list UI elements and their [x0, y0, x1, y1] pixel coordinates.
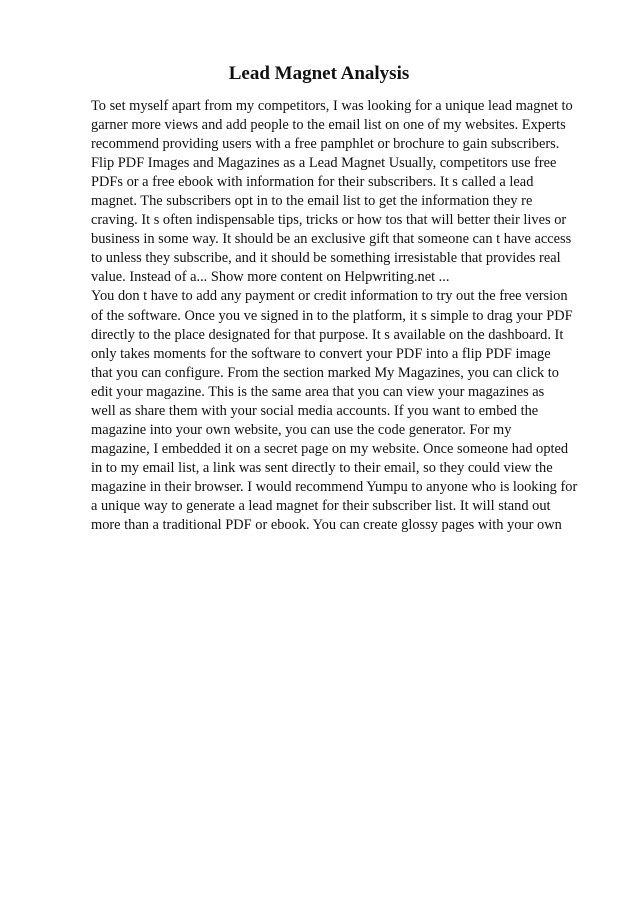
body-line: of the software. Once you ve signed in to the platform, it s simple to drag your PDF: [91, 307, 573, 324]
body-line: to unless they subscribe, and it should be something irresistable that provides real: [91, 250, 561, 267]
body-line: PDFs or a free ebook with information for their subscribers. It s called a lead: [91, 174, 534, 191]
body-line: garner more views and add people to the email list on one of my websites. Experts: [91, 117, 566, 134]
body-line: more than a traditional PDF or ebook. You can create glossy pages with your own: [91, 517, 562, 534]
body-line: edit your magazine. This is the same area that you can view your magazines as: [91, 383, 545, 400]
body-line: a unique way to generate a lead magnet for their subscriber list. It will stand out: [91, 497, 551, 514]
body-line: magnet. The subscribers opt in to the email list to get the information they re: [91, 193, 533, 210]
body-line: To set myself apart from my competitors, I was looking for a unique lead magnet to: [91, 98, 573, 114]
body-line: value. Instead of a... Show more content on Helpwriting.net ...: [91, 269, 450, 286]
body-line: that you can configure. From the section marked My Magazines, you can click to: [91, 364, 559, 381]
body-line: magazine in their browser. I would recommend Yumpu to anyone who is looking for: [91, 478, 578, 495]
body-line: Flip PDF Images and Magazines as a Lead Magnet Usually, competitors use free: [91, 155, 557, 172]
document-title: Lead Magnet Analysis: [228, 63, 410, 84]
body-line: business in some way. It should be an exclusive gift that someone can t have access: [91, 231, 572, 248]
body-line: magazine, I embedded it on a secret page on my website. Once someone had opted: [91, 440, 569, 457]
body-line: well as share them with your social media accounts. If you want to embed the: [91, 402, 539, 419]
body-line: only takes moments for the software to convert your PDF into a flip PDF image: [91, 345, 551, 362]
document-body: [91, 97, 611, 535]
body-line: in to my email list, a link was sent directly to their email, so they could view the: [91, 459, 553, 476]
body-line: magazine into your own website, you can use the code generator. For my: [91, 421, 512, 438]
body-line: You don t have to add any payment or credit information to try out the free version: [91, 288, 568, 305]
body-line: recommend providing users with a free pamphlet or brochure to gain subscribers.: [91, 136, 560, 153]
body-line: directly to the place designated for that purpose. It s available on the dashboard. It: [91, 326, 564, 343]
body-line: craving. It s often indispensable tips, tricks or how tos that will better their lives or: [91, 212, 567, 229]
